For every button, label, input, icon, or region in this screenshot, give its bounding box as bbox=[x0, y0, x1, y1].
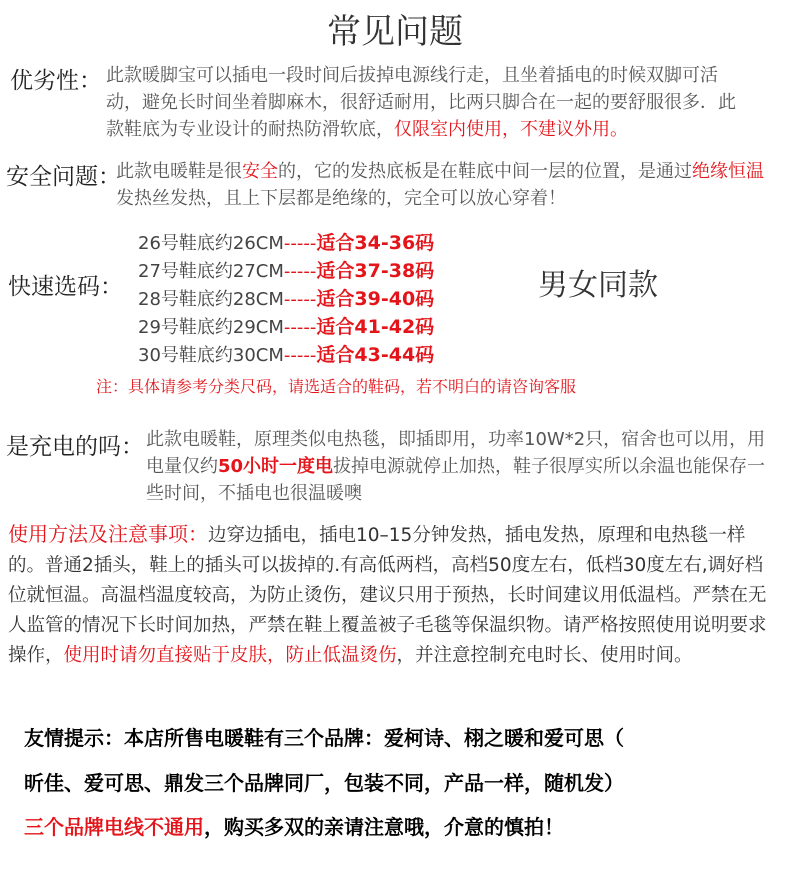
charging-body-2: 拔掉电源就停止加热，鞋子很厚实所以余温也能保存一些时间，不插电也很温暖噢 bbox=[146, 456, 766, 504]
size-note: 注：具体请参考分类尺码，请选适合的鞋码，若不明白的请咨询客服 bbox=[96, 377, 577, 396]
size-fit: 适合37-38码 bbox=[316, 260, 435, 282]
advantages-warning: 仅限室内使用，不建议外用。 bbox=[394, 119, 628, 140]
safety-body-3: 发热丝发热，且上下层都是绝缘的，完全可以放心穿着！ bbox=[116, 188, 566, 209]
usage-tail: ，并注意控制充电时长、使用时间。 bbox=[396, 645, 693, 666]
size-value: 26号鞋底约26CM bbox=[138, 233, 284, 254]
size-value: 29号鞋底约29CM bbox=[138, 317, 284, 338]
page-title: 常见问题 bbox=[327, 12, 463, 52]
advantages-body: 此款暖脚宝可以插电一段时间后拔掉电源线行走，且坐着插电的时候双脚可活动，避免长时间坐着脚麻木，很舒适耐用，比两只脚合在一起的要舒服很多．此款鞋底为专业设计的耐热防滑软底， bbox=[106, 65, 736, 140]
size-dash: ----- bbox=[283, 317, 317, 338]
safety-highlight-1: 安全 bbox=[242, 161, 278, 182]
usage-body: 边穿边插电，插电10–15分钟发热，插电发热，原理和电热毯一样的。普通2插头，鞋上的插头可以拔掉的.有高低两档，高档50度左右，低档30度左右,调好档位就恒温。高温档温度较高，为防止烫伤，建议只用于预热，长时间建议用低温档。严禁在无人监管的情况下长时间加热，严禁在鞋上覆盖被子毛毯等保温织物。请严格按照使用说明要求操作， bbox=[8, 525, 767, 666]
sizing-label: 快速选码： bbox=[8, 274, 123, 300]
size-row bbox=[138, 312, 434, 339]
safety-body-2: 的，它的发热底板是在鞋底中间一层的位置，是通过 bbox=[278, 161, 692, 182]
size-row bbox=[138, 284, 434, 311]
unisex-label: 男女同款 bbox=[538, 268, 658, 303]
usage-section bbox=[8, 519, 778, 671]
size-fit: 适合43-44码 bbox=[316, 344, 435, 366]
size-row bbox=[138, 340, 434, 367]
tip-warning: 三个品牌电线不通用 bbox=[24, 815, 204, 839]
size-dash: ----- bbox=[283, 289, 317, 310]
advantages-text bbox=[106, 62, 746, 143]
safety-highlight-2: 绝缘恒温 bbox=[692, 161, 764, 182]
size-dash: ----- bbox=[283, 233, 317, 254]
safety-label: 安全问题： bbox=[6, 164, 121, 190]
charging-body-1: 此款电暖鞋，原理类似电热毯，即插即用，功率10W*2只，宿舍也可以用，用电量仅约 bbox=[146, 429, 766, 477]
usage-warning: 使用时请勿直接贴于皮肤，防止低温烫伤 bbox=[63, 645, 397, 666]
usage-heading: 使用方法及注意事项： bbox=[8, 522, 208, 546]
size-fit: 适合34-36码 bbox=[316, 232, 435, 254]
charging-text bbox=[146, 426, 780, 507]
tip-rest: ，购买多双的亲请注意哦，介意的慎拍！ bbox=[204, 815, 564, 839]
size-dash: ----- bbox=[283, 345, 317, 366]
tip-line-3 bbox=[24, 811, 784, 840]
size-fit: 适合39-40码 bbox=[316, 288, 435, 310]
safety-body-1: 此款电暖鞋是很 bbox=[116, 161, 242, 182]
size-row bbox=[138, 228, 434, 255]
size-row bbox=[138, 256, 434, 283]
tip-line-1: 友情提示：本店所售电暖鞋有三个品牌：爱柯诗、栩之暖和爱可思（ bbox=[24, 726, 624, 750]
size-value: 30号鞋底约30CM bbox=[138, 345, 284, 366]
safety-text bbox=[116, 158, 780, 212]
size-dash: ----- bbox=[283, 261, 317, 282]
size-value: 27号鞋底约27CM bbox=[138, 261, 284, 282]
charging-label: 是充电的吗： bbox=[6, 434, 144, 460]
size-value: 28号鞋底约28CM bbox=[138, 289, 284, 310]
charging-highlight: 50小时一度电 bbox=[218, 456, 334, 477]
size-fit: 适合41-42码 bbox=[316, 316, 435, 338]
advantages-label: 优劣性： bbox=[10, 68, 102, 94]
tip-line-2: 昕佳、爱可思、鼎发三个品牌同厂，包装不同，产品一样，随机发） bbox=[24, 771, 624, 795]
